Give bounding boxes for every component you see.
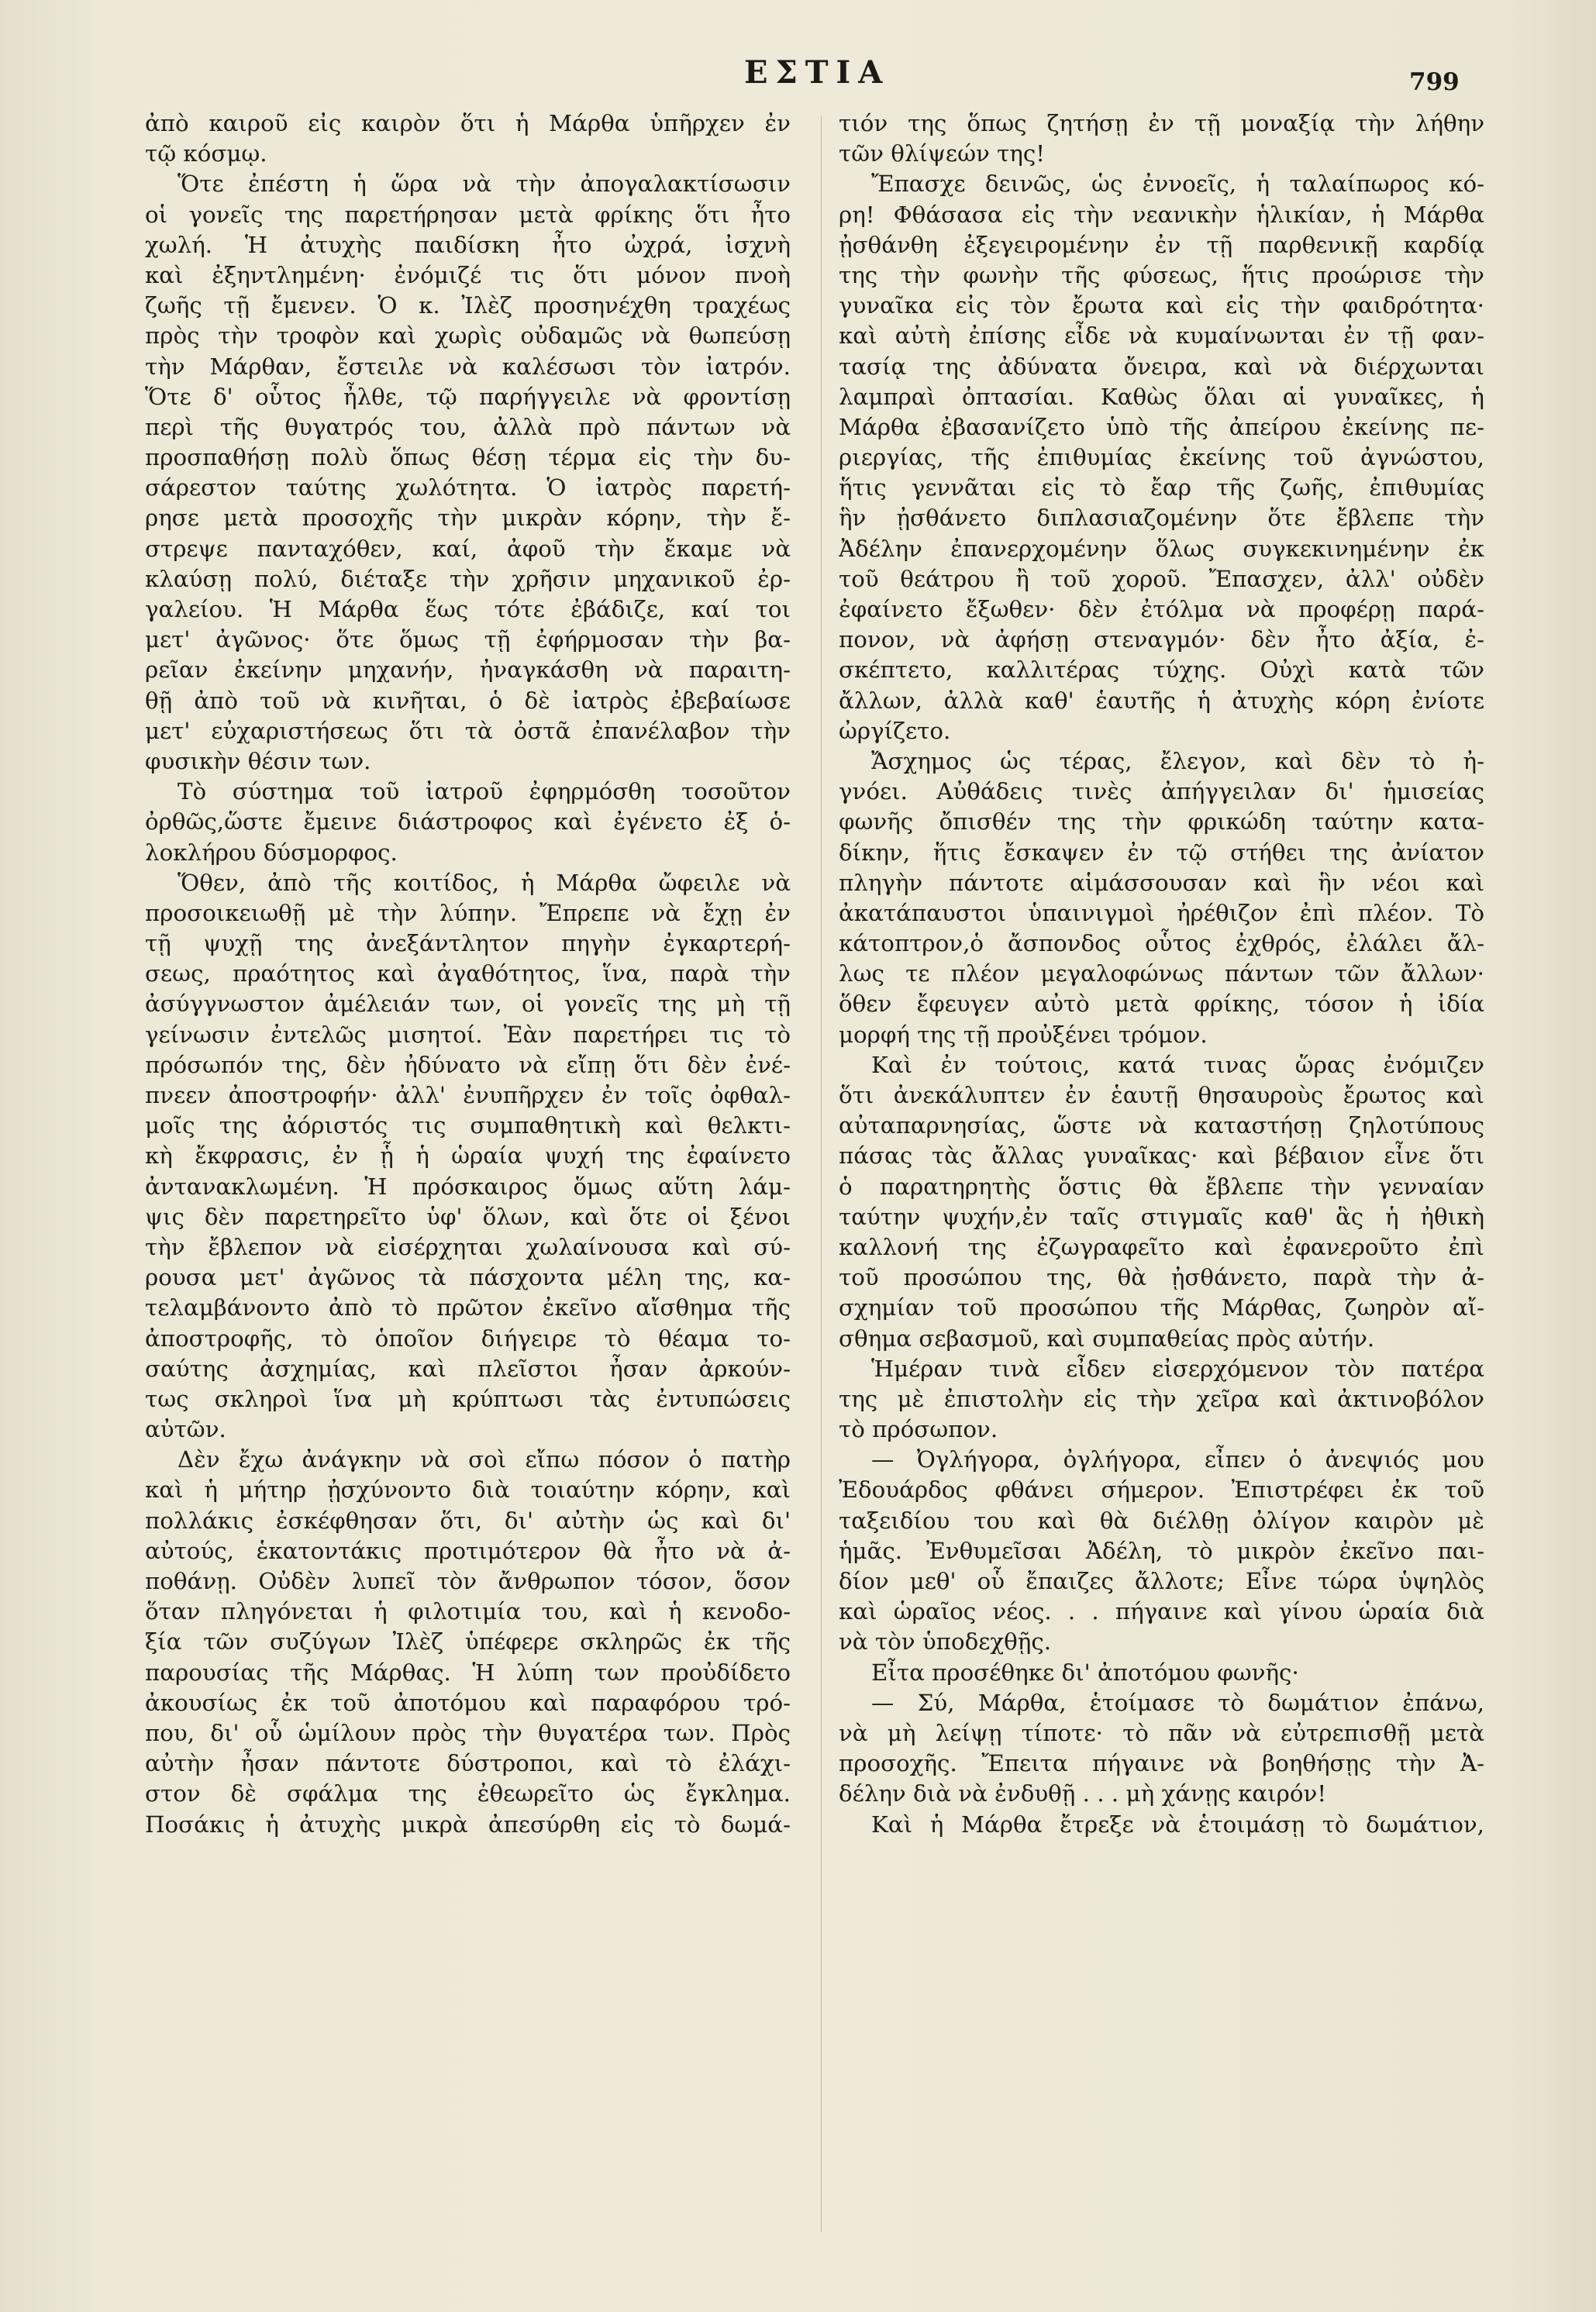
- text-line: ἐφαίνετο ἔξωθεν· δὲν ἐτόλμα νὰ προφέρῃ παρά-: [839, 596, 1484, 622]
- text-line: Ἄσχημος ὡς τέρας, ἔλεγον, καὶ δὲν τὸ ἠ-: [871, 747, 1484, 774]
- text-line: ρεῖαν ἐκείνην μηχανήν, ἠναγκάσθη νὰ παραιτη-: [145, 656, 791, 684]
- text-line: Ὅθεν, ἀπὸ τῆς κοιτίδος, ἡ Μάρθα ὤφειλε νὰ: [178, 869, 791, 896]
- text-line: φωνῆς ὄπισθέν της τὴν φρικώδη ταύτην κατα-: [839, 808, 1484, 836]
- running-title: ΕΣΤΙΑ: [744, 54, 891, 91]
- text-line: γνόει. Αὐθάδεις τινὲς ἀπήγγειλαν δι' ἡμισείας: [839, 778, 1484, 805]
- text-line: Τὸ σύστημα τοῦ ἰατροῦ ἐφηρμόσθη τοσοῦτον: [178, 778, 791, 805]
- text-line: ἣν ᾐσθάνετο διπλασιαζομένην ὅτε ἔβλεπε τὴν: [839, 505, 1484, 532]
- text-line: οἱ γονεῖς της παρετήρησαν μετὰ φρίκης ὅτι ἦτο: [145, 201, 791, 228]
- text-line: Ὅτε δ' οὗτος ἦλθε, τῷ παρήγγειλε νὰ φροντίσῃ: [145, 383, 791, 410]
- text-line: ψις δὲν παρετηρεῖτο ὑφ' ὅλων, καὶ ὅτε οἱ ξένοι: [145, 1203, 791, 1230]
- text-line: καὶ ἡ μήτηρ ᾐσχύνοντο διὰ τοιαύτην κόρην, καὶ: [145, 1476, 791, 1504]
- text-line: τοῦ θεάτρου ἢ τοῦ χοροῦ. Ἔπασχεν, ἀλλ' οὐδὲν: [839, 565, 1484, 592]
- text-line: περὶ τῆς θυγατρός του, ἀλλὰ πρὸ πάντων νὰ: [145, 413, 791, 440]
- text-line: τὸ πρόσωπον.: [839, 1416, 998, 1443]
- text-line: κλαύσῃ πολύ, διέταξε τὴν χρῆσιν μηχανικοῦ ἐρ-: [145, 565, 791, 592]
- text-line: Ἐδουάρδος φθάνει σήμερον. Ἐπιστρέφει ἐκ τοῦ: [839, 1476, 1484, 1504]
- text-line: γαλείου. Ἡ Μάρθα ἕως τότε ἐβάδιζε, καί τοι: [145, 596, 791, 622]
- text-line: τῷ κόσμῳ.: [145, 140, 267, 167]
- text-line: Καὶ ἐν τούτοις, κατά τινας ὥρας ἐνόμιζεν: [871, 1051, 1484, 1078]
- text-line: Εἶτα προσέθηκε δι' ἀποτόμου φωνῆς·: [871, 1659, 1299, 1686]
- text-line: τὴν ἔβλεπον νὰ εἰσέρχηται χωλαίνουσα καὶ σύ-: [145, 1233, 791, 1260]
- text-line: προσπαθήσῃ πολὺ ὅπως θέσῃ τέρμα εἰς τὴν δυ-: [145, 444, 791, 471]
- text-line: προσοχῆς. Ἔπειτα πήγαινε νὰ βοηθήσῃς τὴν Ἀ-: [839, 1750, 1484, 1777]
- text-line: καὶ αὐτὴ ἐπίσης εἶδε νὰ κυμαίνωνται ἐν τῇ φαν-: [839, 322, 1484, 350]
- text-line: ζωῆς τῇ ἔμενεν. Ὁ κ. Ἰλὲζ προσηνέχθη τραχέως: [145, 292, 791, 319]
- text-line: προσοικειωθῇ μὲ τὴν λύπην. Ἔπρεπε νὰ ἔχῃ ἐν: [145, 899, 791, 926]
- text-line: ἥτις γεννᾶται εἰς τὸ ἔαρ τῆς ζωῆς, ἐπιθυμίας: [839, 474, 1484, 501]
- text-line: καλλονή της ἐζωγραφεῖτο καὶ ἐφανεροῦτο ἐπὶ: [839, 1233, 1484, 1260]
- text-line: ὠργίζετο.: [839, 717, 951, 744]
- text-line: φυσικὴν θέσιν των.: [145, 747, 371, 774]
- text-line: Ἡμέραν τινὰ εἶδεν εἰσερχόμενον τὸν πατέρα: [871, 1355, 1484, 1382]
- text-line: ταύτην ψυχήν,ἐν ταῖς στιγμαῖς καθ' ἃς ἡ ἠθικὴ: [839, 1203, 1484, 1230]
- text-line: τελαμβάνοντο ἀπὸ τὸ πρῶτον ἐκεῖνο αἴσθημα τῆς: [145, 1294, 791, 1321]
- text-line: παρουσίας τῆς Μάρθας. Ἡ λύπη των προὐδίδετο: [145, 1659, 791, 1686]
- text-line: λως τε πλέον μεγαλοφώνως πάντων τῶν ἄλλων·: [839, 960, 1484, 987]
- text-line: ρησε μετὰ προσοχῆς τὴν μικρὰν κόρην, τὴν ἔ-: [145, 505, 791, 532]
- text-line: θῇ ἀπὸ τοῦ νὰ κινῆται, ὁ δὲ ἰατρὸς ἐβεβαίωσε: [145, 687, 791, 714]
- text-line: πρὸς τὴν τροφὸν καὶ χωρὶς οὐδαμῶς νὰ θωπεύσῃ: [145, 322, 791, 350]
- text-line: πονον, νὰ ἀφήσῃ στεναγμόν· δὲν ἦτο ἀξία, ἐ-: [839, 626, 1484, 653]
- text-line: Ποσάκις ἡ ἀτυχὴς μικρὰ ἀπεσύρθη εἰς τὸ δωμά-: [145, 1811, 791, 1838]
- text-line: δίκην, ἥτις ἔσκαψεν ἐν τῷ στήθει της ἀνίατον: [839, 839, 1484, 866]
- text-line: σθημα σεβασμοῦ, καὶ συμπαθείας πρὸς αὐτήν.: [839, 1325, 1375, 1352]
- text-line: μορφή της τῇ προὐξένει τρόμον.: [839, 1021, 1208, 1048]
- text-line: τῶν θλίψεών της!: [839, 140, 1046, 167]
- text-line: καὶ ὡραῖος νέος. . . πήγαινε καὶ γίνου ὡραία διὰ: [839, 1598, 1484, 1625]
- text-line: τῇ ψυχῇ της ἀνεξάντλητον πηγὴν ἐγκαρτερή-: [145, 930, 791, 957]
- text-line: Μάρθα ἐβασανίζετο ὑπὸ τῆς ἀπείρου ἐκείνης πε-: [839, 413, 1484, 440]
- text-line: νὰ μὴ λείψῃ τίποτε· τὸ πᾶν νὰ εὐτρεπισθῇ μετὰ: [839, 1719, 1484, 1746]
- left-column: [145, 109, 791, 1840]
- page-number: 799: [1409, 68, 1460, 96]
- text-line: νὰ τὸν ὑποδεχθῇς.: [839, 1628, 1052, 1656]
- right-column: [839, 109, 1484, 1840]
- text-line: λαμπραὶ ὀπτασίαι. Καθὼς ὅλαι αἱ γυναῖκες, ἡ: [839, 383, 1484, 410]
- text-line: Ἔπασχε δεινῶς, ὡς ἐννοεῖς, ἡ ταλαίπωρος κό-: [871, 171, 1484, 198]
- text-line: τασίᾳ της ἀδύνατα ὄνειρα, καὶ νὰ διέρχωνται: [839, 353, 1484, 380]
- text-line: τὴν Μάρθαν, ἔστειλε νὰ καλέσωσι τὸν ἰατρόν.: [145, 353, 791, 380]
- text-line: ἀπὸ καιροῦ εἰς καιρὸν ὅτι ἡ Μάρθα ὑπῆρχεν ἐν: [145, 110, 791, 136]
- text-line: δίον μεθ' οὗ ἔπαιζες ἄλλοτε; Εἶνε τώρα ὑψηλὸς: [839, 1568, 1484, 1594]
- text-line: τοῦ προσώπου της, θὰ ᾐσθάνετο, παρὰ τὴν ἀ-: [839, 1264, 1484, 1291]
- text-line: κὴ ἔκφρασις, ἐν ᾗ ἡ ὡραία ψυχή της ἐφαίνετο: [145, 1142, 791, 1170]
- text-line: στον δὲ σφάλμα της ἐθεωρεῖτο ὡς ἔγκλημα.: [145, 1780, 791, 1807]
- text-line: — Σύ, Μάρθα, ἑτοίμασε τὸ δωμάτιον ἐπάνω,: [871, 1689, 1484, 1716]
- text-line: — Ὀγλήγορα, ὀγλήγορα, εἶπεν ὁ ἀνεψιός μου: [871, 1446, 1484, 1473]
- text-line: Ὅτε ἐπέστη ἡ ὥρα νὰ τὴν ἀπογαλακτίσωσιν: [178, 171, 791, 198]
- text-line: που, δι' οὗ ὡμίλουν πρὸς τὴν θυγατέρα των. Πρὸς: [145, 1719, 791, 1746]
- text-line: ποθάνῃ. Οὐδὲν λυπεῖ τὸν ἄνθρωπον τόσον, ὅσον: [145, 1568, 791, 1594]
- text-line: τιόν της ὅπως ζητήσῃ ἐν τῇ μοναξίᾳ τὴν λήθην: [839, 110, 1484, 136]
- text-line: πάσας τὰς ἄλλας γυναῖκας· καὶ βέβαιον εἶνε ὅτι: [839, 1142, 1484, 1170]
- text-line: αὐτῶν.: [145, 1416, 226, 1443]
- text-line: ὅτι ἀνεκάλυπτεν ἐν ἑαυτῇ θησαυροὺς ἔρωτος καὶ: [839, 1082, 1484, 1108]
- text-line: ριεργίας, τῆς ἐπιθυμίας ἐκείνης τοῦ ἀγνώστου,: [839, 444, 1484, 471]
- text-line: ταξειδίου του καὶ θὰ διέλθῃ ὀλίγον καιρὸν μὲ: [839, 1507, 1484, 1534]
- text-line: ἀντανακλωμένη. Ἡ πρόσκαιρος ὅμως αὕτη λάμ-: [145, 1173, 791, 1200]
- text-line: πρόσωπόν της, δὲν ἠδύνατο νὰ εἴπῃ ὅτι δὲν ἐνέ-: [145, 1051, 791, 1078]
- text-line: μετ' ἀγῶνος· ὅτε ὅμως τῇ ἐφήρμοσαν τὴν βα-: [145, 626, 791, 653]
- text-line: γυναῖκα εἰς τὸν ἔρωτα καὶ εἰς τὴν φαιδρότητα·: [839, 292, 1484, 319]
- text-line: σαύτης ἀσχημίας, καὶ πλεῖστοι ἦσαν ἀρκούν-: [145, 1355, 791, 1382]
- text-line: ἀσύγγνωστον ἀμέλειάν των, οἱ γονεῖς της μὴ τῇ: [145, 991, 791, 1018]
- text-line: πληγὴν πάντοτε αἱμάσσουσαν καὶ ἣν νέοι καὶ: [839, 869, 1484, 896]
- page-header: [0, 48, 1596, 95]
- text-line: ἀκουσίως ἐκ τοῦ ἀποτόμου καὶ παραφόρου τρό-: [145, 1689, 791, 1716]
- text-line: Ἀδέλην ἐπανερχομένην ὅλως συγκεκινημένην ἐκ: [839, 535, 1484, 562]
- text-line: σεως, πραότητος καὶ ἀγαθότητος, ἵνα, παρὰ τὴν: [145, 960, 791, 987]
- text-line: Δὲν ἔχω ἀνάγκην νὰ σοὶ εἴπω πόσον ὁ πατὴρ: [178, 1446, 791, 1473]
- text-line: ἀποστροφῆς, τὸ ὁποῖον διήγειρε τὸ θέαμα το-: [145, 1325, 791, 1352]
- text-line: Καὶ ἡ Μάρθα ἔτρεξε νὰ ἑτοιμάσῃ τὸ δωμάτιον,: [871, 1811, 1484, 1838]
- text-line: μοῖς της ἀόριστός τις συμπαθητικὴ καὶ θελκτι-: [145, 1112, 791, 1139]
- text-line: σχημίαν τοῦ προσώπου τῆς Μάρθας, ζωηρὸν αἴ-: [839, 1294, 1484, 1321]
- text-line: γείνωσιν ἐντελῶς μισητοί. Ἐὰν παρετήρει τις τὸ: [145, 1021, 791, 1048]
- text-line: στρεψε πανταχόθεν, καί, ἀφοῦ τὴν ἔκαμε νὰ: [145, 535, 791, 562]
- text-line: καὶ ἐξηντλημένη· ἐνόμιζέ τις ὅτι μόνον πνοὴ: [145, 261, 791, 288]
- text-line: της μὲ ἐπιστολὴν εἰς τὴν χεῖρα καὶ ἀκτινοβόλον: [839, 1385, 1484, 1412]
- text-line: πολλάκις ἐσκέφθησαν ὅτι, δι' αὐτὴν ὡς καὶ δι': [145, 1507, 791, 1534]
- text-line: χωλή. Ἡ ἀτυχὴς παιδίσκη ἦτο ὠχρά, ἰσχνὴ: [145, 231, 791, 258]
- text-line: αὐταπαρνησίας, ὥστε νὰ καταστήσῃ ζηλοτύπους: [839, 1112, 1484, 1139]
- text-line: λοκλήρου δύσμορφος.: [145, 839, 398, 866]
- text-line: αὐτὴν ἦσαν πάντοτε δύστροποι, καὶ τὸ ἐλάχι-: [145, 1750, 791, 1777]
- text-line: ὀρθῶς,ὥστε ἔμεινε διάστροφος καὶ ἐγένετο ἐξ ὁ-: [145, 808, 791, 836]
- text-line: τως σκληροὶ ἵνα μὴ κρύπτωσι τὰς ἐντυπώσεις: [145, 1385, 791, 1412]
- column-divider: [821, 116, 822, 2232]
- text-line: ὅθεν ἔφευγεν αὐτὸ μετὰ φρίκης, τόσον ἡ ἰδία: [839, 991, 1484, 1018]
- text-line: ἡμᾶς. Ἐνθυμεῖσαι Ἀδέλη, τὸ μικρὸν ἐκεῖνο παι-: [839, 1537, 1484, 1564]
- text-line: δέλην διὰ νὰ ἐνδυθῇ . . . μὴ χάνῃς καιρόν!: [839, 1780, 1327, 1807]
- text-line: ρη! Φθάσασα εἰς τὴν νεανικὴν ἡλικίαν, ἡ Μάρθα: [839, 201, 1484, 228]
- text-line: ᾐσθάνθη ἐξεγειρομένην ἐν τῇ παρθενικῇ καρδίᾳ: [839, 231, 1484, 258]
- text-line: ξία τῶν συζύγων Ἰλὲζ ὑπέφερε σκληρῶς ἐκ τῆς: [145, 1628, 791, 1656]
- text-line: κάτοπτρον,ὁ ἄσπονδος οὗτος ἐχθρός, ἐλάλει ἄλ-: [839, 930, 1484, 957]
- text-line: μετ' εὐχαριστήσεως ὅτι τὰ ὀστᾶ ἐπανέλαβον τὴν: [145, 717, 791, 744]
- text-line: της τὴν φωνὴν τῆς φύσεως, ἥτις προώρισε τὴν: [839, 261, 1484, 288]
- text-line: ἀκατάπαυστοι ὑπαινιγμοὶ ἠρέθιζον ἐπὶ πλέον. Τὸ: [839, 899, 1484, 926]
- text-line: αὐτούς, ἑκατοντάκις προτιμότερον θὰ ἦτο νὰ ἀ-: [145, 1537, 791, 1564]
- text-line: πνεεν ἀποστροφήν· ἀλλ' ἐνυπῆρχεν ἐν τοῖς ὀφθαλ-: [145, 1082, 791, 1108]
- text-line: σκέπτετο, καλλιτέρας τύχης. Οὐχὶ κατὰ τῶν: [839, 656, 1484, 684]
- text-line: ἄλλων, ἀλλὰ καθ' ἑαυτῆς ἡ ἀτυχὴς κόρη ἐνίοτε: [839, 687, 1484, 714]
- text-line: ρουσα μετ' ἀγῶνος τὰ πάσχοντα μέλη της, κα-: [145, 1264, 791, 1291]
- text-line: ὅταν πληγόνεται ἡ φιλοτιμία του, καὶ ἡ κενοδο-: [145, 1598, 791, 1625]
- text-line: ὁ παρατηρητὴς ὅστις θὰ ἔβλεπε τὴν γενναίαν: [839, 1173, 1484, 1200]
- text-line: σάρεστον ταύτης χωλότητα. Ὁ ἰατρὸς παρετή-: [145, 474, 791, 501]
